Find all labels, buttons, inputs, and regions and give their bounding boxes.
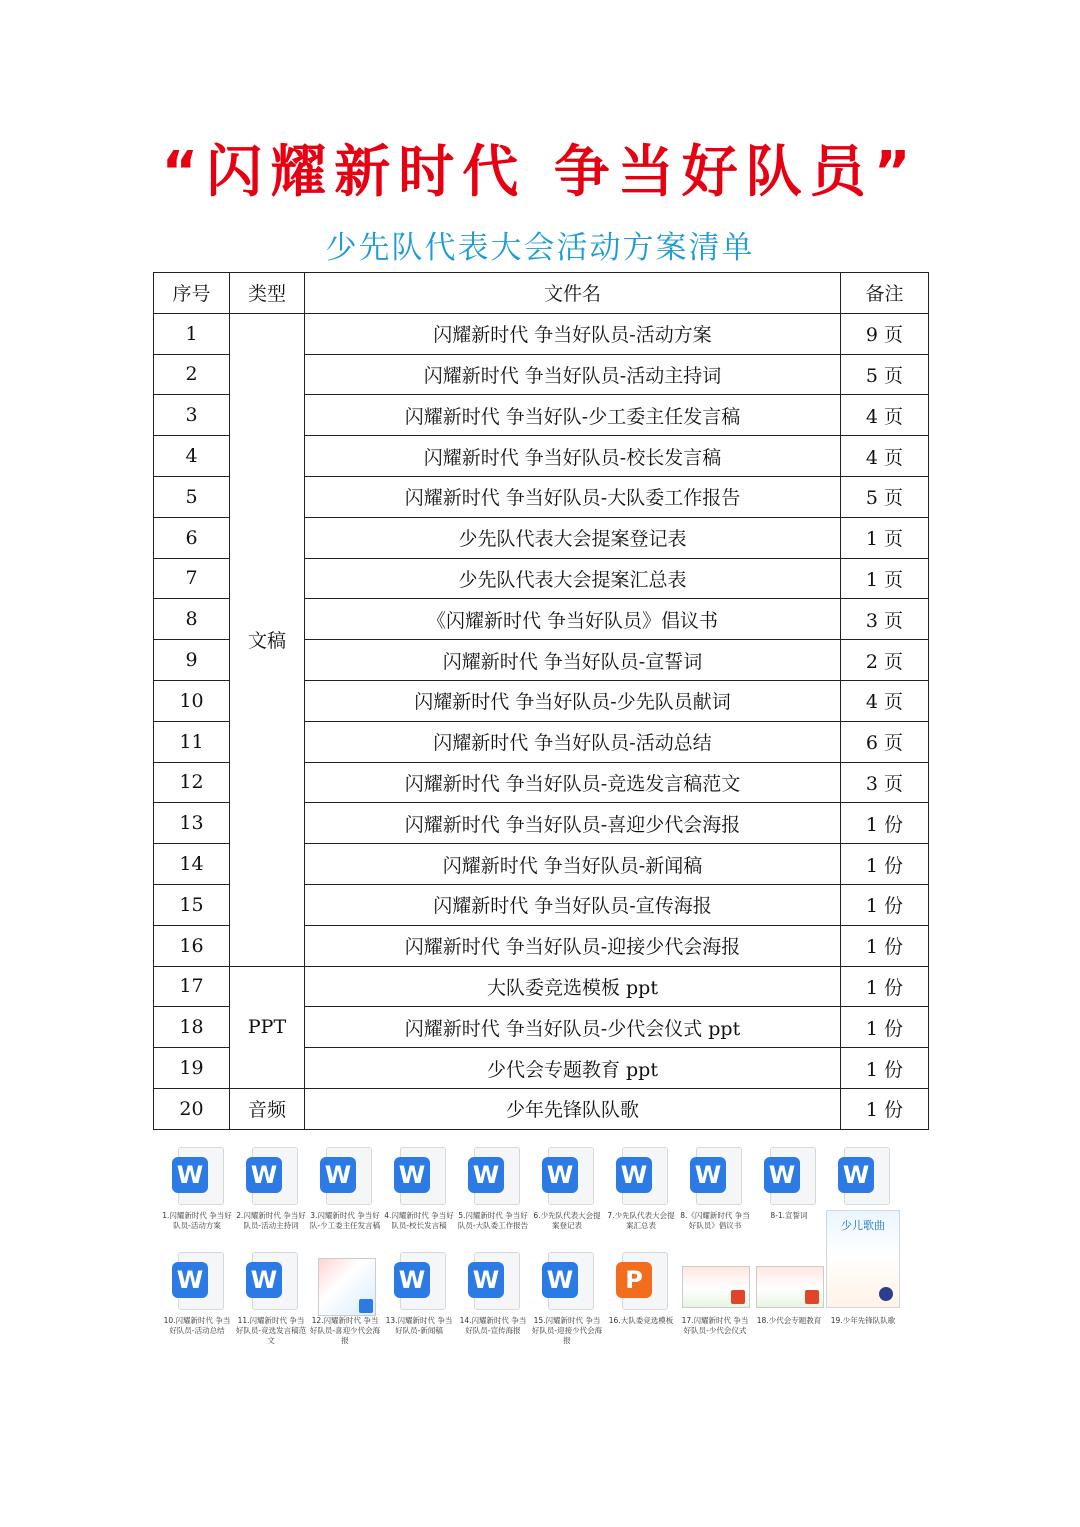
cell-filename: 少先队代表大会提案汇总表 (305, 558, 841, 599)
cell-no: 4 (154, 436, 230, 477)
file-label: 18.少代会专题教育 (756, 1316, 822, 1325)
file-item[interactable] (234, 1250, 308, 1355)
cell-note: 4 页 (841, 395, 929, 436)
header-filename: 文件名 (305, 273, 841, 314)
file-icons-row-1 (160, 1145, 920, 1250)
sub-title: 少先队代表大会活动方案清单 (325, 230, 755, 266)
file-item[interactable] (456, 1145, 530, 1250)
cell-note: 2 页 (841, 640, 929, 681)
word-doc-icon: W (172, 1147, 222, 1205)
file-item[interactable] (826, 1219, 900, 1355)
cell-no: 6 (154, 517, 230, 558)
cell-filename: 闪耀新时代 争当好队员-少代会仪式 ppt (305, 1007, 841, 1048)
word-doc-icon: W (690, 1147, 740, 1205)
header-type: 类型 (230, 273, 305, 314)
file-label: 1.闪耀新时代 争当好队员-活动方案 (162, 1211, 232, 1230)
file-item[interactable] (752, 1145, 826, 1250)
cell-note: 1 页 (841, 517, 929, 558)
file-item[interactable] (308, 1145, 382, 1250)
file-label: 8-1.宣誓词 (770, 1211, 808, 1220)
cell-filename: 闪耀新时代 争当好队-少工委主任发言稿 (305, 395, 841, 436)
word-doc-icon: W (838, 1147, 888, 1205)
ppt-thumbnail (690, 1252, 740, 1310)
cell-note: 1 份 (841, 844, 929, 885)
cell-note: 1 份 (841, 1048, 929, 1089)
file-label: 3.闪耀新时代 争当好队-少工委主任发言稿 (309, 1211, 381, 1230)
file-item[interactable] (456, 1250, 530, 1355)
cell-no: 11 (154, 721, 230, 762)
file-label: 15.闪耀新时代 争当好队员-迎接少代会海报 (531, 1316, 603, 1345)
ppt-icon: P (616, 1252, 666, 1310)
cell-no: 17 (154, 966, 230, 1007)
cell-note: 1 份 (841, 1088, 929, 1129)
cell-filename: 闪耀新时代 争当好队员-少先队员献词 (305, 680, 841, 721)
audio-thumbnail (838, 1219, 888, 1310)
file-item[interactable] (382, 1250, 456, 1355)
cell-filename: 少年先锋队队歌 (305, 1088, 841, 1129)
file-item[interactable] (752, 1250, 826, 1355)
word-doc-icon: W (468, 1252, 518, 1310)
word-doc-icon: W (542, 1252, 592, 1310)
cell-note: 5 页 (841, 476, 929, 517)
cell-note: 4 页 (841, 436, 929, 477)
cell-no: 15 (154, 884, 230, 925)
cell-no: 8 (154, 599, 230, 640)
cell-note: 1 份 (841, 1007, 929, 1048)
cell-type: PPT (230, 966, 305, 1088)
cell-no: 3 (154, 395, 230, 436)
file-item[interactable] (160, 1145, 234, 1250)
file-label: 14.闪耀新时代 争当好队员-宣传海报 (459, 1316, 527, 1335)
cell-no: 1 (154, 313, 230, 354)
cell-filename: 闪耀新时代 争当好队员-宣誓词 (305, 640, 841, 681)
file-label: 11.闪耀新时代 争当好队员-竞选发言稿范文 (235, 1316, 307, 1345)
cell-no: 9 (154, 640, 230, 681)
file-item[interactable] (530, 1145, 604, 1250)
file-label: 16.大队委竞选模板 (608, 1316, 674, 1325)
cell-no: 5 (154, 476, 230, 517)
cell-no: 7 (154, 558, 230, 599)
file-label: 12.闪耀新时代 争当好队员-喜迎少代会海报 (309, 1316, 381, 1345)
cell-filename: 闪耀新时代 争当好队员-活动总结 (305, 721, 841, 762)
cell-filename: 闪耀新时代 争当好队员-迎接少代会海报 (305, 925, 841, 966)
cell-note: 1 份 (841, 803, 929, 844)
file-label: 10.闪耀新时代 争当好队员-活动总结 (163, 1316, 231, 1335)
header-note: 备注 (841, 273, 929, 314)
cell-no: 20 (154, 1088, 230, 1129)
cell-filename: 闪耀新时代 争当好队员-活动方案 (305, 313, 841, 354)
file-item[interactable] (678, 1250, 752, 1355)
cell-note: 3 页 (841, 599, 929, 640)
word-doc-icon: W (394, 1147, 444, 1205)
cell-note: 6 页 (841, 721, 929, 762)
file-label: 17.闪耀新时代 争当好队员-少代会仪式 (681, 1316, 749, 1335)
table-header-row (154, 273, 929, 314)
file-item[interactable] (382, 1145, 456, 1250)
cell-filename: 《闪耀新时代 争当好队员》倡议书 (305, 599, 841, 640)
file-item[interactable] (234, 1145, 308, 1250)
cell-filename: 闪耀新时代 争当好队员-校长发言稿 (305, 436, 841, 477)
ppt-thumbnail (764, 1252, 814, 1310)
word-doc-icon: W (764, 1147, 814, 1205)
cell-note: 5 页 (841, 354, 929, 395)
cell-filename: 闪耀新时代 争当好队员-活动主持词 (305, 354, 841, 395)
cell-no: 18 (154, 1007, 230, 1048)
table-row (154, 966, 929, 1007)
file-label: 19.少年先锋队队歌 (830, 1316, 896, 1325)
cell-note: 4 页 (841, 680, 929, 721)
file-label: 7.少先队代表大会提案汇总表 (607, 1211, 675, 1230)
cell-note: 9 页 (841, 313, 929, 354)
file-label: 4.闪耀新时代 争当好队员-校长发言稿 (384, 1211, 454, 1230)
cell-note: 3 页 (841, 762, 929, 803)
cell-filename: 少先队代表大会提案登记表 (305, 517, 841, 558)
cell-note: 1 份 (841, 884, 929, 925)
table-body (154, 313, 929, 1129)
file-item[interactable] (604, 1250, 678, 1355)
cell-note: 1 份 (841, 966, 929, 1007)
cell-no: 10 (154, 680, 230, 721)
table-row (154, 313, 929, 354)
poster-doc-thumbnail (320, 1252, 370, 1310)
cell-filename: 大队委竞选模板 ppt (305, 966, 841, 1007)
file-item[interactable] (160, 1250, 234, 1355)
cell-no: 2 (154, 354, 230, 395)
file-label: 6.少先队代表大会提案登记表 (533, 1211, 601, 1230)
file-item[interactable] (530, 1250, 604, 1355)
main-title: “闪耀新时代 争当好队员” (161, 140, 919, 205)
cell-no: 16 (154, 925, 230, 966)
cell-filename: 闪耀新时代 争当好队员-竞选发言稿范文 (305, 762, 841, 803)
word-doc-icon: W (246, 1147, 296, 1205)
cell-filename: 闪耀新时代 争当好队员-大队委工作报告 (305, 476, 841, 517)
word-doc-icon: W (542, 1147, 592, 1205)
cell-filename: 闪耀新时代 争当好队员-喜迎少代会海报 (305, 803, 841, 844)
table-row (154, 1088, 929, 1129)
file-label: 5.闪耀新时代 争当好队员-大队委工作报告 (457, 1211, 529, 1230)
word-doc-icon: W (320, 1147, 370, 1205)
word-doc-icon: W (468, 1147, 518, 1205)
file-item[interactable] (604, 1145, 678, 1250)
cell-note: 1 份 (841, 925, 929, 966)
file-label: 2.闪耀新时代 争当好队员-活动主持词 (236, 1211, 306, 1230)
cell-note: 1 页 (841, 558, 929, 599)
cell-type: 文稿 (230, 313, 305, 966)
file-list-table (153, 272, 929, 1130)
song-thumb-title: 少儿歌曲 (841, 1219, 885, 1232)
header-no: 序号 (154, 273, 230, 314)
word-doc-icon: W (172, 1252, 222, 1310)
file-item[interactable] (678, 1145, 752, 1250)
cell-filename: 闪耀新时代 争当好队员-新闻稿 (305, 844, 841, 885)
cell-filename: 闪耀新时代 争当好队员-宣传海报 (305, 884, 841, 925)
file-label: 8.《闪耀新时代 争当好队员》倡议书 (680, 1211, 750, 1230)
cell-no: 19 (154, 1048, 230, 1089)
word-doc-icon: W (246, 1252, 296, 1310)
file-icons-area (160, 1145, 920, 1355)
word-doc-icon: W (394, 1252, 444, 1310)
word-doc-icon: W (616, 1147, 666, 1205)
cell-type: 音频 (230, 1088, 305, 1129)
file-label: 13.闪耀新时代 争当好队员-新闻稿 (385, 1316, 453, 1335)
cell-no: 14 (154, 844, 230, 885)
cell-filename: 少代会专题教育 ppt (305, 1048, 841, 1089)
cell-no: 13 (154, 803, 230, 844)
file-item[interactable] (308, 1250, 382, 1355)
cell-no: 12 (154, 762, 230, 803)
